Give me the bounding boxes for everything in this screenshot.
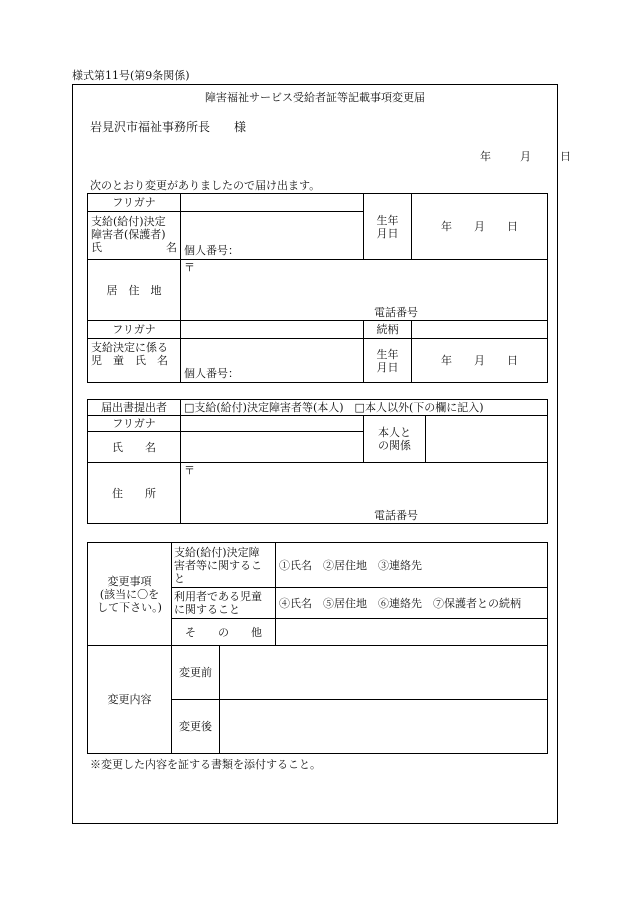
recipient-address-label: 居 住 地 xyxy=(88,260,181,321)
date-month: 月 xyxy=(520,150,531,163)
recipient-phone-label: 電話番号 xyxy=(374,306,418,319)
submission-date xyxy=(480,148,571,164)
child-birth-label-2: 月日 xyxy=(376,360,399,374)
submitter-furigana-label: フリガナ xyxy=(88,416,181,432)
child-name-label-2: 児 童 氏 名 xyxy=(91,354,168,367)
change-items-label-3: して下さい。) xyxy=(97,600,162,614)
submitter-relation-label xyxy=(364,416,426,463)
group2-label-1: 利用者である児童 xyxy=(174,590,262,603)
child-name-field[interactable] xyxy=(181,339,364,383)
recipient-birthdate-field[interactable]: 年 月 日 xyxy=(412,194,548,260)
group2-options[interactable]: ④氏名 ⑤居住地 ⑥連絡先 ⑦保護者との続柄 xyxy=(276,588,548,619)
recipient-name-field[interactable] xyxy=(181,212,364,260)
child-relation-field[interactable] xyxy=(412,321,548,339)
changes-table xyxy=(87,542,548,754)
submitter-relation-field[interactable] xyxy=(426,416,548,463)
form-number: 様式第11号(第9条関係) xyxy=(72,69,190,82)
child-birth-label xyxy=(364,339,412,383)
recipient-address-field[interactable] xyxy=(181,260,548,321)
date-day: 日 xyxy=(560,150,571,163)
group2-label-2: に関すること xyxy=(174,603,240,616)
recipient-birth-label-1: 生年 xyxy=(376,213,399,227)
submitter-address-field[interactable] xyxy=(181,463,548,524)
recipient-table xyxy=(87,193,548,383)
date-year: 年 xyxy=(480,150,491,163)
recipient-birth-label xyxy=(364,194,412,260)
group1-label-1: 支給(給付)決定障 xyxy=(174,545,260,559)
group1-options[interactable]: ①氏名 ②居住地 ③連絡先 xyxy=(276,543,548,588)
group1-label-2: 害者等に関するこ xyxy=(174,558,262,572)
recipient-furigana-field[interactable] xyxy=(181,194,364,212)
recipient-name-label-1: 支給(給付)決定 xyxy=(91,215,166,228)
submitter-label: 届出書提出者 xyxy=(88,400,181,416)
submitter-postal-mark: 〒 xyxy=(184,464,195,477)
recipient-name-label-3b: 名 xyxy=(166,241,177,254)
child-personal-number-label: 個人番号： xyxy=(184,367,239,380)
child-furigana-field[interactable] xyxy=(181,321,364,339)
child-birthdate-field[interactable]: 年 月 日 xyxy=(412,339,548,383)
change-items-label-2: (該当に〇を xyxy=(99,587,160,601)
submitter-address-label: 住 所 xyxy=(88,463,181,524)
child-birth-label-1: 生年 xyxy=(376,347,399,361)
recipient-furigana-label: フリガナ xyxy=(88,194,181,212)
addressee: 岩見沢市福祉事務所長 様 xyxy=(90,120,247,134)
after-field[interactable] xyxy=(220,700,548,754)
group1-label-3: と xyxy=(174,571,185,585)
recipient-name-label-3a: 氏 xyxy=(91,241,102,254)
recipient-birth-label-2: 月日 xyxy=(376,226,399,240)
recipient-personal-number-label: 個人番号： xyxy=(184,244,239,257)
submitter-relation-label-2: の関係 xyxy=(378,439,411,452)
after-label: 変更後 xyxy=(172,700,220,754)
child-furigana-label: フリガナ xyxy=(88,321,181,339)
submitter-furigana-field[interactable] xyxy=(181,416,364,432)
submitter-table xyxy=(87,399,548,524)
form-title: 障害福祉サービス受給者証等記載事項変更届 xyxy=(205,91,425,104)
change-content-label: 変更内容 xyxy=(88,646,172,754)
submitter-phone-label: 電話番号 xyxy=(374,509,418,522)
child-name-label-1: 支給決定に係る xyxy=(91,341,168,354)
submitter-name-field[interactable] xyxy=(181,432,364,463)
group1-label xyxy=(172,543,276,588)
recipient-name-label xyxy=(88,212,181,260)
child-relation-label: 続柄 xyxy=(364,321,412,339)
submitter-name-label: 氏 名 xyxy=(88,432,181,463)
change-items-label-1: 変更事項 xyxy=(107,574,152,588)
footnote: ※変更した内容を証する書類を添付すること。 xyxy=(90,758,321,771)
before-label: 変更前 xyxy=(172,646,220,700)
submitter-options[interactable]: □支給(給付)決定障害者等(本人) □本人以外(下の欄に記入) xyxy=(181,400,548,416)
child-name-label xyxy=(88,339,181,383)
other-label: そ の 他 xyxy=(172,619,276,646)
submitter-relation-label-1: 本人と xyxy=(378,426,411,439)
recipient-name-label-2: 障害者(保護者) xyxy=(91,228,166,241)
recipient-postal-mark: 〒 xyxy=(184,261,195,274)
change-items-label xyxy=(88,543,172,646)
other-field[interactable] xyxy=(276,619,548,646)
before-field[interactable] xyxy=(220,646,548,700)
group2-label xyxy=(172,588,276,619)
intro-text: 次のとおり変更がありましたので届け出ます。 xyxy=(90,179,321,192)
